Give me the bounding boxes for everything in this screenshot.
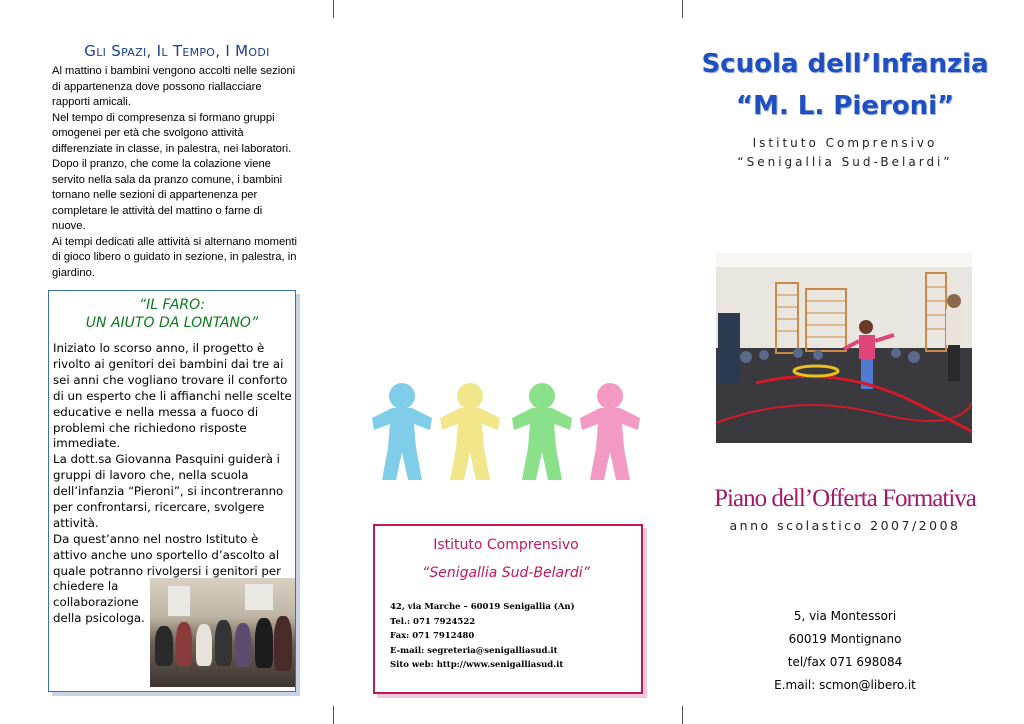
- piano-offerta-title: Piano dell’Offerta Formativa: [714, 485, 976, 512]
- photo-window: [168, 586, 190, 616]
- photo-figure: [215, 620, 232, 666]
- istituto-box-title: Istituto Comprensivo: [433, 537, 579, 553]
- group-photo: [150, 578, 295, 687]
- photo-figure: [176, 622, 192, 666]
- fold-mark-top-right: [682, 0, 683, 18]
- faro-title-line-2: UN AIUTO DA LONTANO”: [85, 315, 259, 331]
- faro-text: [53, 341, 293, 580]
- school-name-line-1: Scuola dell’Infanzia: [701, 49, 989, 79]
- school-address-street: 5, via Montessori: [793, 609, 897, 623]
- photo-figure: [274, 616, 292, 671]
- section-title-spazi: Gli Spazi, Il Tempo, I Modi: [84, 42, 270, 60]
- faro-paragraph-3: Da quest’anno nel nostro Istituto è attivo anche uno sportello d’ascolto al quale potranno rivolgersi i genitori per: [53, 531, 282, 578]
- paper-doll-green: [512, 383, 572, 480]
- istituto-website: Sito web: http://www.senigalliasud.it: [390, 660, 564, 670]
- faro-paragraph-1: Iniziato lo scorso anno, il progetto è rivolto ai genitori dei bambini dai tre ai sei anni che vogliano trovare il conforto di un esperto che li affianchi nelle scelte educative e nella messa a fuoco di problemi che richiedono risposte immediate.: [53, 341, 292, 451]
- school-name: [700, 43, 990, 127]
- faro-paragraph-2: La dott.sa Giovanna Pasquini guiderà i gruppi di lavoro che, nella scuola dell’infanzia “Pieroni”, si incontreranno per confrontarsi, ricercare, svolgere attività.: [53, 452, 284, 530]
- istituto-email: E-mail: segreteria@senigalliasud.it: [390, 645, 558, 656]
- faro-title: [48, 296, 296, 332]
- photo-figure: [255, 618, 273, 668]
- istituto-heading: [700, 134, 990, 172]
- photo-figure: [235, 623, 251, 667]
- school-address-phone: tel/fax 071 698084: [787, 655, 903, 669]
- photo-figure: [155, 626, 173, 666]
- istituto-contact-details: [390, 600, 630, 673]
- istituto-fax: Fax: 071 7912480: [390, 631, 475, 641]
- photo-figure: [196, 624, 212, 666]
- school-address: [700, 605, 990, 697]
- istituto-box-subtitle: “Senigallia Sud-Belardi”: [422, 565, 590, 581]
- school-address-city: 60019 Montignano: [788, 632, 902, 646]
- paper-doll-yellow: [440, 383, 500, 480]
- school-name-line-2: “M. L. Pieroni”: [735, 91, 955, 121]
- spazi-text: [52, 64, 297, 281]
- gym-photo: [716, 253, 972, 443]
- school-year: anno scolastico 2007/2008: [729, 518, 961, 533]
- istituto-heading-line-2: “Senigallia Sud-Belardi”: [737, 155, 953, 169]
- istituto-tel: Tel.: 071 7924522: [390, 616, 476, 627]
- paper-doll-blue: [372, 383, 432, 480]
- fold-mark-bottom-right: [682, 706, 683, 724]
- istituto-heading-line-1: Istituto Comprensivo: [752, 136, 938, 150]
- spazi-paragraph-4: Ai tempi dedicati alle attività si alternano momenti di gioco libero o guidato in sezione, in palestra, in giardino.: [52, 235, 297, 279]
- faro-paragraph-3-continued: chiedere la collaborazione della psicologa.: [53, 579, 145, 625]
- fold-mark-top-left: [333, 0, 334, 18]
- istituto-address: 42, via Marche – 60019 Senigallia (An): [390, 602, 575, 612]
- photo-window: [245, 584, 273, 610]
- spazi-paragraph-2: Nel tempo di compresenza si formano gruppi omogenei per età che svolgono attività differenziate in classe, in palestra, nei laboratori.: [52, 111, 292, 155]
- spazi-paragraph-1: Al mattino i bambini vengono accolti nelle sezioni di appartenenza dove possono riallacciare rapporti amicali.: [52, 65, 296, 108]
- spazi-paragraph-3: Dopo il pranzo, che come la colazione viene servito nella sala da pranzo comune, i bambini tornano nelle sezioni di appartenenza per completare le attività del mattino o farne di nuove.: [52, 158, 283, 232]
- paper-doll-pink: [580, 383, 640, 480]
- school-address-email: E.mail: scmon@libero.it: [774, 678, 916, 692]
- paper-dolls-illustration: [370, 378, 646, 484]
- fold-mark-bottom-left: [333, 706, 334, 724]
- faro-title-line-1: “IL FARO:: [138, 297, 206, 313]
